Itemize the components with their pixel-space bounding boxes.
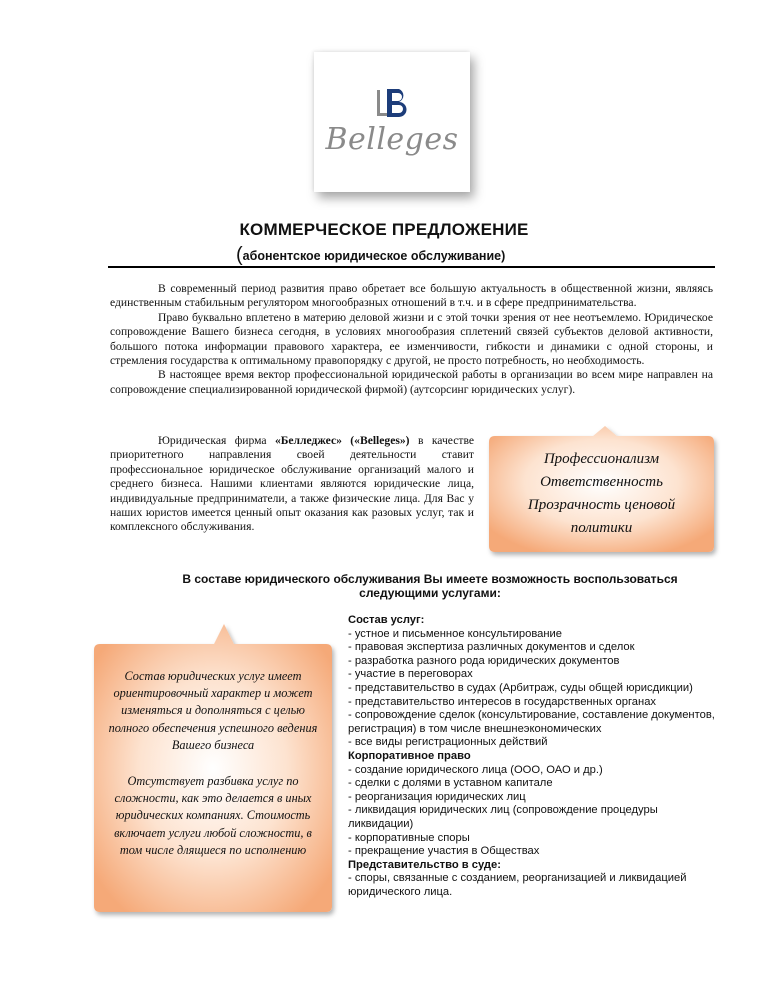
list-item: - споры, связанные с созданием, реорганизацией и ликвидацией юридического лица. — [348, 872, 687, 898]
notes-text — [106, 668, 320, 878]
note-paragraph-2: Отсутствует разбивка услуг по сложности, как это делается в иных юридических компаниях. Стоимость включает услуги любой сложности, в том числе длящиеся по исполнению — [114, 774, 312, 857]
services-list — [348, 614, 716, 899]
list-item: - разработка разного рода юридических документов — [348, 654, 620, 667]
subtitle-text: абонентское юридическое обслуживание) — [242, 249, 506, 263]
firm-name: «Белледжес» («Belleges») — [274, 434, 410, 447]
firm-lead: Юридическая фирма — [158, 434, 275, 447]
list-item: - представительство в судах (Арбитраж, суды общей юрисдикции) — [348, 681, 693, 694]
note-paragraph-1: Состав юридических услуг имеет ориентировочный характер и может изменяться и дополняться с целью полного обеспечения успешного ведения Вашего бизнеса — [108, 669, 318, 752]
list-item: - сопровождение сделок (консультирование, составление документов, регистрация) в том числе внешнеэкономических — [348, 709, 715, 735]
intro-paragraph-2: Право буквально вплетено в материю деловой жизни и с этой точки зрения от нее неотъемлемо. Юридическое сопровождение Вашего бизнеса сегодня, в условиях многообразия сплетений связей субъектов деловой активности, большого потока информации правового характера, ее изменчивости, гибкости и динамики с одной стороны, и стремления государства к оптимальному правопорядку с другой, не просто потребность, но необходимость. — [110, 310, 713, 368]
lb-monogram-icon — [374, 86, 414, 120]
value-line: Ответственность — [540, 474, 663, 490]
list-item: - все виды регистрационных действий — [348, 736, 548, 749]
corporate-law-heading: Корпоративное право — [348, 749, 471, 762]
page-title: КОММЕРЧЕСКОЕ ПРЕДЛОЖЕНИЕ — [239, 220, 529, 239]
list-item: - представительство интересов в государственных органах — [348, 695, 657, 708]
court-representation-heading: Представительство в суде: — [348, 858, 501, 871]
intro-paragraph-1: В современный период развития право обретает все большую актуальность в общественной жизни, являясь единственным стабильным регулятором многообразных отношений в т.ч. и в сфере предпринимательства. — [110, 282, 713, 310]
firm-description — [110, 434, 474, 535]
list-item: - участие в переговорах — [348, 668, 473, 681]
value-line: Прозрачность ценовой — [527, 497, 676, 513]
list-item: - прекращение участия в Обществах — [348, 845, 540, 858]
list-item: - правовая экспертиза различных документов и сделок — [348, 641, 635, 654]
values-list — [487, 448, 716, 540]
values-callout — [487, 424, 716, 554]
intro-text — [110, 282, 713, 397]
list-item: - реорганизация юридических лиц — [348, 790, 526, 803]
list-item: - ликвидация юридических лиц (сопровождение процедуры ликвидации) — [348, 804, 658, 830]
notes-callout — [92, 620, 334, 916]
value-line: политики — [570, 520, 633, 536]
services-heading: Состав услуг: — [348, 614, 425, 626]
intro-paragraph-3: В настоящее время вектор профессиональной юридической работы в организации во всем мире направлен на сопровождение специализированной юридической фирмой) (аутсорсинг юридических услуг). — [110, 368, 713, 396]
services-section-heading: В составе юридического обслуживания Вы имеете возможность воспользоваться следующими услугами: — [182, 572, 678, 600]
value-line: Профессионализм — [543, 451, 660, 467]
firm-rest: в качестве приоритетного направления своей деятельности ставит профессиональное юридическое обслуживание организаций малого и среднего бизнеса. Нашими клиентами являются юридические лица, индивидуальные предприниматели, а также физические лица. Для Вас у наших юристов имеется ценный опыт оказания как разовых услуг, так и комплексного обслуживания. — [110, 434, 475, 534]
logo-wordmark: Belleges — [325, 122, 459, 157]
list-item: - сделки с долями в уставном капитале — [348, 777, 553, 790]
list-item: - корпоративные споры — [348, 831, 470, 844]
subtitle-paren: ( — [236, 244, 243, 266]
list-item: - устное и письменное консультирование — [348, 627, 563, 640]
company-logo — [314, 52, 470, 192]
page-subtitle — [236, 244, 505, 267]
title-divider — [108, 266, 715, 268]
list-item: - создание юридического лица (ООО, ОАО и др.) — [348, 763, 603, 776]
